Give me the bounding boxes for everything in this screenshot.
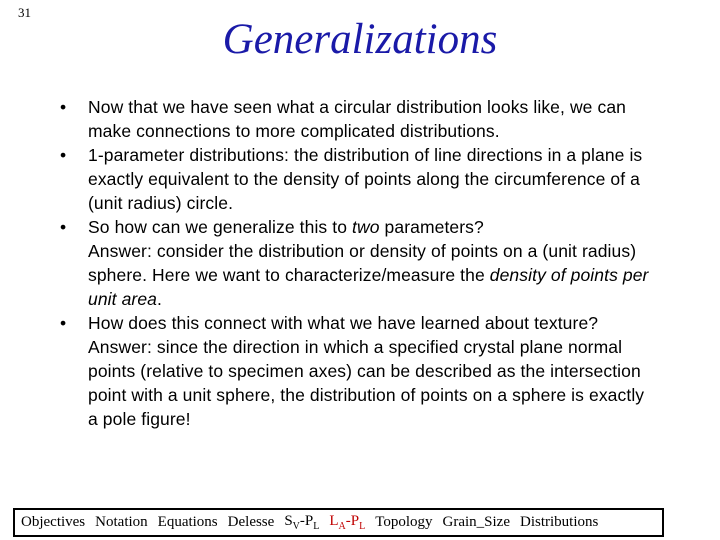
bullet-item (57, 143, 657, 215)
nav-sv-pl-link[interactable] (284, 513, 319, 532)
bullet-text: 1-parameter distributions: the distribution of line directions in a plane is exactly equivalent to the density of points along the circumference of a (unit radius) circle. (88, 145, 643, 213)
bullet-item (57, 95, 657, 143)
emphasis-text: density of points per unit area (88, 265, 649, 309)
nav-notation-link[interactable]: Notation (95, 514, 148, 530)
bullet-text: Answer: consider the distribution or density of points on a (unit radius) sphere. Here we want to characterize/measure the (88, 241, 637, 285)
nav-sv-dash: -P (299, 513, 314, 529)
bullet-text: So how can we generalize this to (88, 217, 353, 237)
navigation-bar (13, 508, 664, 537)
nav-la-pl-link[interactable] (329, 513, 365, 532)
bullet-item (57, 311, 657, 431)
bullet-list (57, 95, 657, 431)
nav-pl-subscript: L (313, 521, 320, 532)
bullet-text: parameters? (379, 217, 484, 237)
nav-grain-size-link[interactable]: Grain_Size (442, 514, 510, 530)
bullet-text: . (157, 289, 162, 309)
nav-objectives-link[interactable]: Objectives (21, 514, 86, 530)
nav-sv-text: S (284, 513, 293, 529)
nav-equations-link[interactable]: Equations (157, 514, 218, 530)
nav-topology-link[interactable]: Topology (375, 514, 433, 530)
bullet-text: Now that we have seen what a circular distribution looks like, we can make connections to more complicated distributions. (88, 97, 626, 141)
nav-la-pl-subscript: L (359, 521, 366, 532)
bullet-text: How does this connect with what we have learned about texture? (88, 313, 599, 333)
slide-title: Generalizations (222, 16, 498, 63)
nav-la-text: L (329, 513, 339, 529)
bullet-item (57, 215, 657, 311)
nav-la-subscript: A (338, 521, 346, 532)
nav-sv-subscript: V (292, 521, 300, 532)
bullet-text: Answer: since the direction in which a specified crystal plane normal points (relative to specimen axes) can be described as the intersection point with a unit sphere, the distribution of points on a sphere is exactly a pole figure! (88, 337, 645, 429)
emphasis-text: two (352, 217, 380, 237)
nav-delesse-link[interactable]: Delesse (227, 514, 275, 530)
slide-number: 31 (18, 5, 31, 20)
nav-distributions-link[interactable]: Distributions (519, 514, 599, 530)
nav-la-dash: -P (345, 513, 360, 529)
